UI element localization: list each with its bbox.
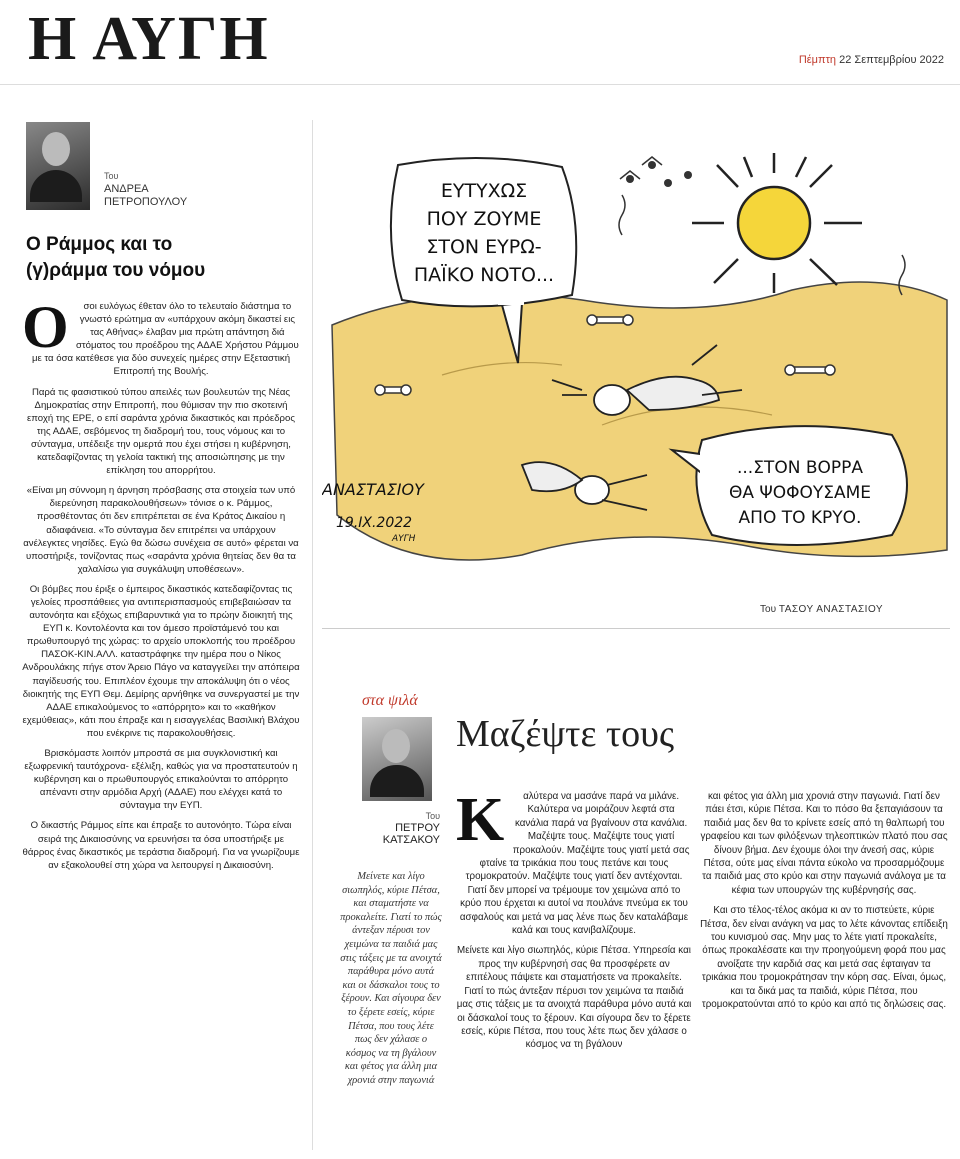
- left-title-line1: Ο Ράμμος και το: [26, 234, 173, 255]
- right-headline: Μαζέψτε τους: [456, 713, 675, 755]
- column-kicker: στα ψιλά: [362, 692, 418, 709]
- svg-text:ΑΥΓΗ: ΑΥΓΗ: [392, 534, 416, 544]
- speech-bubble-2: [672, 426, 907, 545]
- left-paragraph-4: Οι βόμβες που έριξε ο έμπειρος δικαστικός κατεδαφίζοντας τις γελοίες προσπάθειες για αντιπερισπασμούς επιβεβαιώσαν τα αυτονόητα και εξόχως επιβαρυντικά για το πρώην διοικητή της ΕΥΠ κ. Κοντολέοντα και τον άμεσο προϊστάμενό του και πρωθυπουργό της χώρας: το αρχείο υποκλοπής του προέδρου ΠΑΣΟΚ-ΚΙΝ.ΑΛΛ. καταστράφηκε την ημέρα που ο Νίκος Ανδρουλάκης πήγε στον Άρειο Πάγο να καταγγείλει την απόπειρα παγίδευσής του. Επιπλέον έχουμε την αποκάλυψη ότι ο νέος διοικητής της ΕΥΠ Θεμ. Δεμίρης αρνήθηκε να συνεργαστεί με την ΑΔΑΕ επικαλούμενος το «απόρρητο» και το «καθήκον εχεμύθειας», κάτι που έπραξε και η εισαγγελέας Βασιλική Βλάχου που ενέκρινε τις παρακολουθήσεις.: [22, 583, 300, 739]
- right-byline: [380, 810, 440, 846]
- left-byline-prefix: Του: [104, 171, 119, 181]
- author-photo-petropoulos: [26, 122, 90, 210]
- vultures-icon: [620, 157, 692, 187]
- left-author-line1: ΑΝΔΡΕΑ: [104, 183, 149, 195]
- bubble1-line-1: ΕΥΤΥΧΩΣ: [440, 180, 528, 202]
- bubble2-line-1: ...ΣΤΟΝ ΒΟΡΡΑ: [736, 458, 864, 478]
- right-body-column-2: [700, 790, 948, 1019]
- right-paragraph-3: και φέτος για άλλη μια χρονιά στην παγωνιά. Γιατί δεν πάει έτσι, κύριε Πέτσα. Και το πόσο θα ξεπαγιάσουν τα παιδιά μας δεν θα το κρίνετε εσείς από τη θαλπωρή του γραφείου και των φιλόξενων τηλεοπτικών πλατό που σας δίνουν βήμα. Δεν έχουμε όλοι την άνεσή σας, κύριε Πέτσα, ούτε μας είναι πάντα εύκολο να προσαρμόζουμε τα παιδιά μας στο κρύο και στην παγωνιά ανάλογα με τα κέφια των υπουργών της κυβέρνησής σας.: [700, 791, 948, 896]
- right-body-column-1: [456, 786, 692, 1059]
- editorial-cartoon: [322, 95, 950, 605]
- left-paragraph-6: Ο δικαστής Ράμμος είπε και έπραξε το αυτονόητο. Τώρα είναι σειρά της Δικαιοσύνης να ερευνήσει τα όσα υποστήριξε με θάρρος ένας δικαστικός με τεράστια διαδρομή. Για να γνωρίζουμε αν εξακολουθεί στη χώρα να λειτουργεί η Δικαιοσύνη.: [22, 820, 300, 871]
- right-dropcap: Κ: [456, 786, 505, 854]
- issue-weekday: Πέμπτη: [798, 54, 837, 66]
- left-paragraph-1: Ο σοι ευλόγως έθεταν όλο το τελευταίο διάστημα το γνωστό ερώτημα αν «υπάρχουν ακόμη δικαστεί εις τας Αθήνας» έλαβαν μια πρώτη απάντηση διά στόματος του προέδρου της ΑΔΑΕ Χρήστου Ράμμου με τα όσα κατέθεσε για δύο συνεχείς ημέρες στην Εξεταστική Επιτροπή της Βουλής.: [22, 294, 299, 378]
- right-paragraph-2: Μείνετε και λίγο σιωπηλός, κύριε Πέτσα. Υπηρεσία και προς την κυβέρνησή σας θα προσφέρετε αν επιτέλους πάψετε και σταματήσετε να προκαλείτε. Γιατί το πώς άντεξαν πέρυσι τον χειμώνα τα παιδιά μας στις τάξεις με τα ανοιχτά παράθυρα μόνο αυτά και οι δάσκαλοί τους το ξέρουν. Και σίγουρα δεν το ξέρετε εσείς, κύριε Πέτσα, που τους λέτε πως δεν χάλασε ο κόσμος να τη βγάλουν: [456, 945, 692, 1051]
- svg-text:ΑΝΑΣΤΑΣΙΟΥ: ΑΝΑΣΤΑΣΙΟΥ: [322, 480, 424, 499]
- left-paragraph-3: «Είναι μη σύννομη η άρνηση πρόσβασης στα στοιχεία των υπό διερεύνηση παρακολουθήσεων» τόνισε ο κ. Ράμμος, προσθέτοντας ότι δεν επιτρέπεται σε ένα Κράτος Δικαίου η αδιαφάνεια. «Το σύνταγμα δεν επιτρέπει να υπάρχουν ανέλεγκτες νησίδες. Εγώ θα δώσω συνέχεια σε αυτό» φέρεται να υποστήριξε, τονίζοντας πως «σαράντα χρόνια θητείας δεν θα τα χαλαλίσω για συγκάλυψη υποθέσεων».: [23, 485, 299, 575]
- bubble1-line-3: ΣΤΟΝ ΕΥΡΩ-: [426, 236, 542, 258]
- masthead-divider: [0, 84, 960, 85]
- bubble2-line-2: ΘΑ ΨΟΦΟΥΣΑΜΕ: [728, 483, 872, 503]
- left-title-line2: (γ)ράμμα του νόμου: [26, 260, 206, 281]
- bubble1-line-2: ΠΟΥ ΖΟΥΜΕ: [426, 208, 542, 230]
- cartoon-credit: [760, 604, 883, 615]
- right-author-line2: ΚΑΤΣΑΚΟΥ: [382, 834, 440, 846]
- author-photo-katsakos: [362, 717, 432, 801]
- newspaper-masthead: Η ΑΥΓΗ: [28, 5, 270, 73]
- column-divider: [312, 120, 313, 1150]
- left-byline: [104, 170, 187, 209]
- right-byline-prefix: Του: [425, 811, 440, 821]
- issue-date: [799, 54, 944, 66]
- right-author-line1: ΠΕΤΡΟΥ: [395, 822, 440, 834]
- right-paragraph-4: Και στο τέλος-τέλος ακόμα κι αν το πιστεύετε, κύριε Πέτσα, δεν είναι ανάγκη να μας το λέτε κάνοντας επίδειξη του κυνισμού σας. Μην μας το λέτε γιατί προκαλείτε, όπως προκαλέσατε και την προηγούμενη φορά που μας ανοίξατε την καρδιά σας και μετά σας έφταιγαν τα τρικάκια που τρομοκράτησαν την κόρη σας. Είναι, όμως, και τα δικά μας τα παιδιά, κύριε Πέτσα, που τρομοκρατούνται από το κρύο και από τις δηλώσεις σας.: [700, 905, 948, 1011]
- bubble2-line-3: ΑΠΟ ΤΟ ΚΡΥΟ.: [738, 508, 862, 528]
- right-paragraph-1: Κ αλύτερα να μασάνε παρά να μιλάνε. Καλύτερα να μοιράζουν λεφτά στα κανάλια παρά να βγαίνουν στα κανάλια. Μαζέψτε τους. Μαζέψτε τους γιατί προκαλούν. Μαζέψτε τους γιατί μετά σας φταίνε τα τρικάκια που τους πετάνε και τους τρομοκρατούν. Μαζέψτε τους γιατί δεν αντέχονται. Γιατί δεν μπορεί να τρέμουμε τον χειμώνα από το κρύο που έρχεται κι αυτοί να πουλάνε πνεύμα εκ του ασφαλούς και μετά να μας λένε πως δεν καταλάβαμε καλά και τους κανιβαλίζουμε.: [456, 786, 690, 937]
- left-dropcap: Ο: [22, 294, 69, 360]
- sun-icon: [692, 153, 862, 293]
- left-article-body: [22, 294, 300, 879]
- left-author-line2: ΠΕΤΡΟΠΟΥΛΟΥ: [104, 196, 188, 208]
- left-paragraph-5: Βρισκόμαστε λοιπόν μπροστά σε μια συγκλονιστική και εξωφρενική ταυτόχρονα- εξέλιξη, καθώς για να προστατευτούν η κυβέρνηση και ο πρωθυπουργός επικαλούνται το απόρρητο απέναντι στην αρμόδια Αρχή (ΑΔΑΕ) που ελέγχει κατά το σύνταγμα την ΕΥΠ.: [24, 748, 298, 812]
- cartoon-credit-name: ΤΑΣΟΥ ΑΝΑΣΤΑΣΙΟΥ: [778, 604, 884, 615]
- left-article-title: [26, 232, 296, 284]
- pull-quote: Μείνετε και λίγο σιωπηλός, κύριε Πέτσα, και σταματήστε να προκαλείτε. Γιατί το πώς άντεξαν πέρυσι τον χειμώνα τα παιδιά μας στις τάξεις με τα ανοιχτά παράθυρα μόνο αυτά και οι δάσκαλοι τους το ξέρουν. Και σίγουρα δεν το ξέρετε εσείς, κύριε Πέτσα, που τους λέτε πως δεν χάλασε ο κόσμος να τη βγάλουν και φέτος για άλλη μια χρονιά στην παγωνιά: [340, 871, 442, 1086]
- section-divider: [322, 628, 950, 629]
- bubble1-line-4: ΠΑΪΚΟ ΝΟΤΟ...: [413, 264, 555, 286]
- left-paragraph-2: Παρά τις φασιστικού τύπου απειλές των βουλευτών της Νέας Δημοκρατίας στην Επιτροπή, που θύμισαν την πιο σκοτεινή εποχή της ΕΡΕ, ο επί σαράντα χρόνια δικαστικός και πρόεδρος της ΑΔΑΕ, σεβόμενος τη διαδρομή του, τους νόμους και το σύνταγμα, υπέδειξε την ομερτά που έχει στήσει η κυβέρνηση, κατεδαφίζοντας τη γελοία τακτική της αποσιώπησης με την επίκληση του απορρήτου.: [27, 386, 295, 477]
- svg-text:19.ΙΧ.2022: 19.ΙΧ.2022: [336, 515, 413, 531]
- cartoon-credit-prefix: Του: [760, 604, 777, 615]
- issue-date-text: 22 Σεπτεμβρίου 2022: [839, 54, 944, 66]
